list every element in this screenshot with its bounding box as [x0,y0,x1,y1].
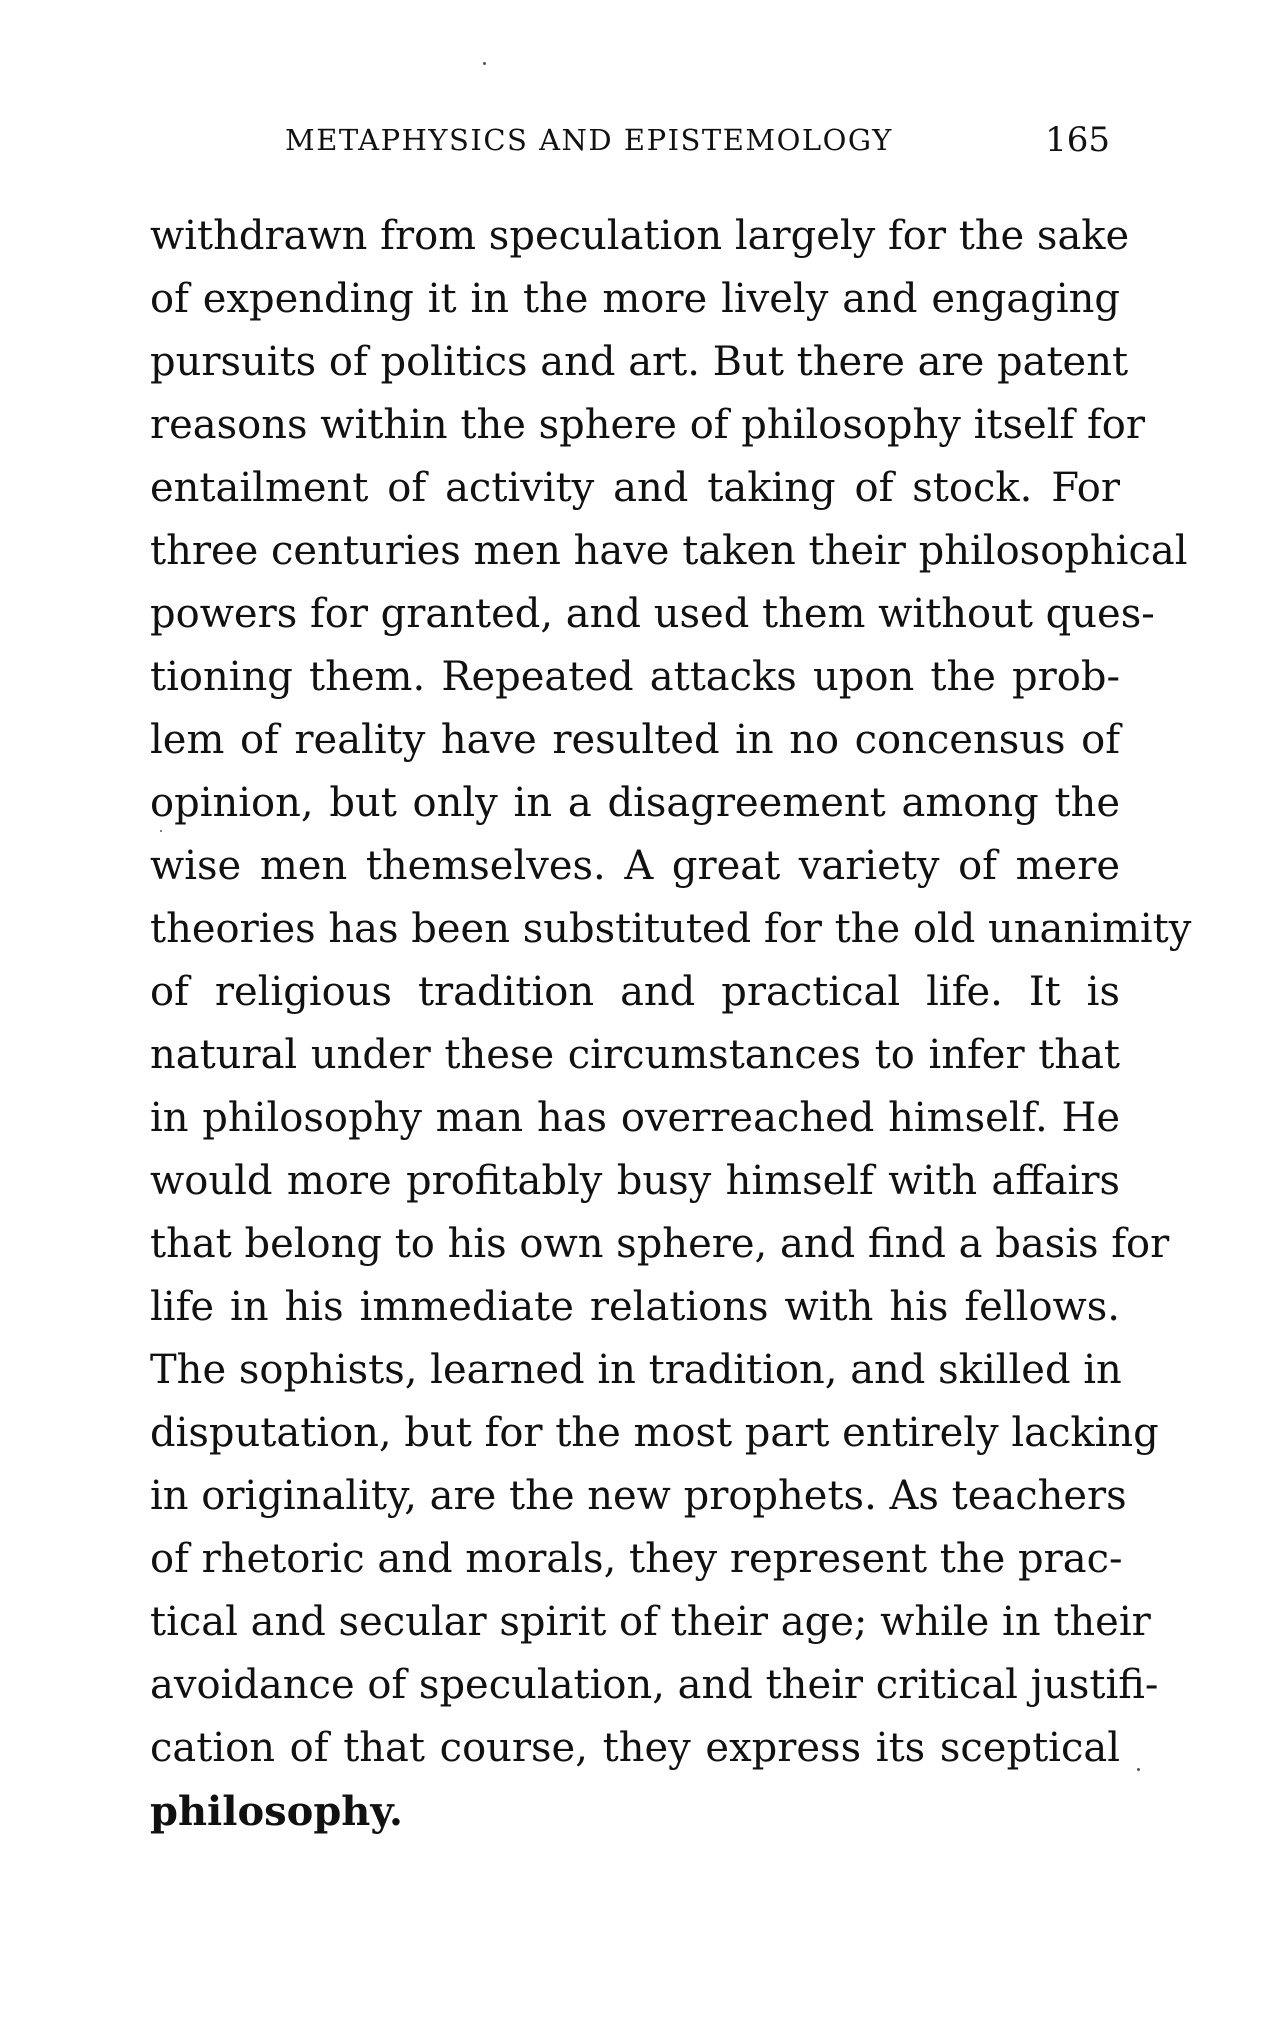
text-line: three centuries men have taken their philosophical [150,528,1188,574]
body-paragraph [150,205,1192,1843]
text-line: tioning them. Repeated attacks upon the prob- [150,654,1120,700]
text-line: opinion, but only in a disagreement among the [150,780,1120,826]
text-line: powers for granted, and used them without ques- [150,591,1155,637]
text-line: pursuits of politics and art. But there are patent [150,339,1129,385]
text-line: lem of reality have resulted in no concensus of [150,717,1120,763]
text-line: would more profitably busy himself with affairs [150,1158,1120,1204]
text-line: The sophists, learned in tradition, and skilled in [150,1347,1122,1393]
text-line: reasons within the sphere of philosophy itself for [150,402,1145,448]
text-line: disputation, but for the most part entirely lacking [150,1410,1159,1456]
text-line: theories has been substituted for the old unanimity [150,906,1192,952]
text-line-final: philosophy. [150,1788,403,1835]
text-line: withdrawn from speculation largely for the sake [150,213,1130,259]
page-number: 165 [1045,120,1110,160]
text-line: of expending it in the more lively and engaging [150,276,1120,322]
text-line: cation of that course, they express its sceptical [150,1725,1120,1771]
text-line: in originality, are the new prophets. As teachers [150,1473,1127,1519]
text-line: in philosophy man has overreached himself. He [150,1095,1120,1141]
text-line: of religious tradition and practical life. It is [150,969,1120,1015]
text-line: natural under these circumstances to infer that [150,1032,1120,1078]
text-line: avoidance of speculation, and their critical justifi- [150,1662,1159,1708]
text-line: wise men themselves. A great variety of mere [150,843,1120,889]
paper-speck [1137,1768,1140,1771]
text-line: that belong to his own sphere, and find a basis for [150,1221,1170,1267]
text-line: entailment of activity and taking of stock. For [150,465,1120,511]
running-head [150,120,1110,170]
running-head-title: METAPHYSICS AND EPISTEMOLOGY [285,123,893,157]
text-line: of rhetoric and morals, they represent the prac- [150,1536,1123,1582]
paper-speck [160,830,162,832]
paper-speck [483,62,486,65]
text-line: life in his immediate relations with his fellows. [150,1284,1120,1330]
text-line: tical and secular spirit of their age; while in their [150,1599,1151,1645]
